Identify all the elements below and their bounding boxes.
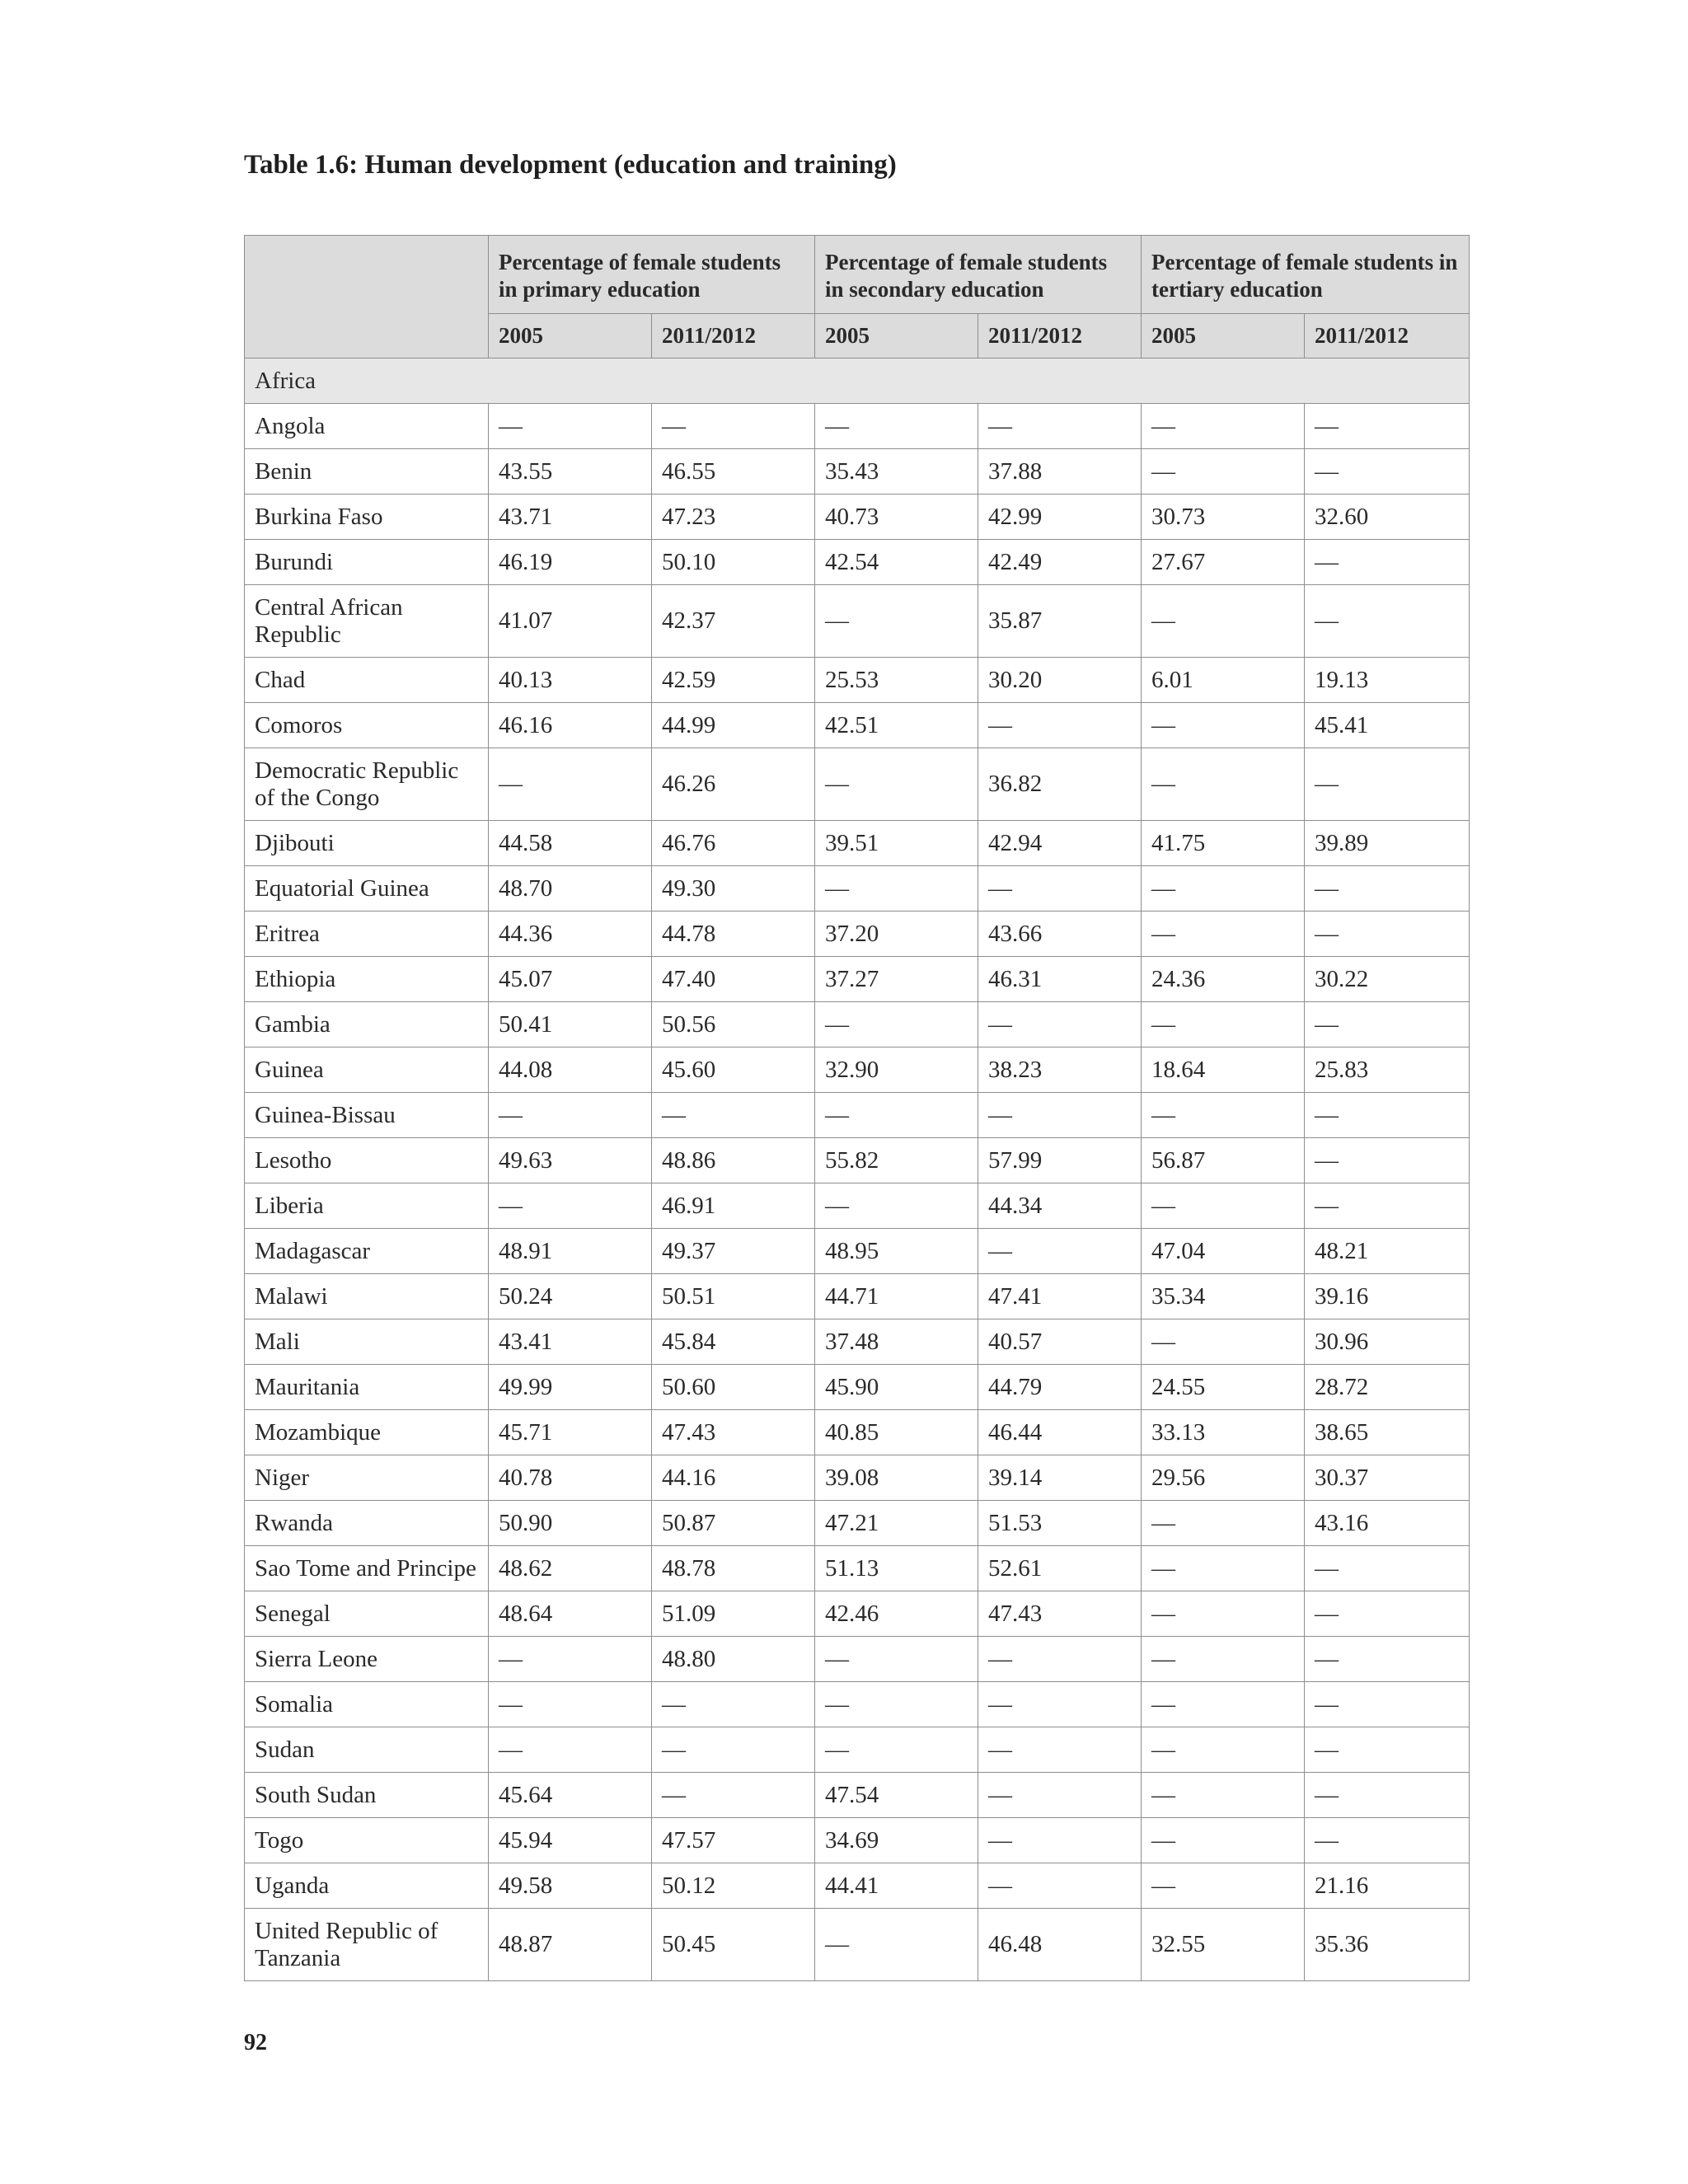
value-cell: — xyxy=(815,866,978,912)
country-cell: Senegal xyxy=(245,1591,489,1637)
value-cell: — xyxy=(489,1727,652,1773)
table-row xyxy=(245,1274,1470,1319)
value-cell: — xyxy=(489,1093,652,1138)
value-cell: 50.10 xyxy=(652,540,815,585)
value-cell: 25.83 xyxy=(1305,1047,1470,1093)
value-cell: — xyxy=(1305,912,1470,957)
country-cell: Democratic Republic of the Congo xyxy=(245,748,489,821)
value-cell: — xyxy=(1142,585,1305,658)
value-cell: — xyxy=(815,1682,978,1727)
value-cell: 48.80 xyxy=(652,1637,815,1682)
value-cell: — xyxy=(1305,1727,1470,1773)
value-cell: — xyxy=(1305,1682,1470,1727)
value-cell: 47.43 xyxy=(652,1410,815,1455)
table-row xyxy=(245,1727,1470,1773)
value-cell: 48.95 xyxy=(815,1229,978,1274)
value-cell: 41.75 xyxy=(1142,821,1305,866)
value-cell: 33.13 xyxy=(1142,1410,1305,1455)
country-cell: Eritrea xyxy=(245,912,489,957)
value-cell: 49.99 xyxy=(489,1365,652,1410)
value-cell: — xyxy=(978,1637,1142,1682)
value-cell: 30.22 xyxy=(1305,957,1470,1002)
value-cell: 47.23 xyxy=(652,494,815,540)
value-cell: 39.89 xyxy=(1305,821,1470,866)
value-cell: — xyxy=(489,748,652,821)
value-cell: 43.16 xyxy=(1305,1501,1470,1546)
table-row xyxy=(245,703,1470,748)
value-cell: 46.76 xyxy=(652,821,815,866)
value-cell: 35.34 xyxy=(1142,1274,1305,1319)
value-cell: — xyxy=(1305,1002,1470,1047)
value-cell: — xyxy=(1305,1183,1470,1229)
value-cell: — xyxy=(1305,1546,1470,1591)
country-cell: Uganda xyxy=(245,1863,489,1909)
value-cell: — xyxy=(489,1183,652,1229)
value-cell: 49.63 xyxy=(489,1138,652,1183)
value-cell: 39.14 xyxy=(978,1455,1142,1501)
table-row xyxy=(245,912,1470,957)
country-cell: Burkina Faso xyxy=(245,494,489,540)
value-cell: — xyxy=(1142,1183,1305,1229)
value-cell: 40.85 xyxy=(815,1410,978,1455)
value-cell: — xyxy=(815,748,978,821)
value-cell: 40.57 xyxy=(978,1319,1142,1365)
value-cell: 42.59 xyxy=(652,658,815,703)
table-row xyxy=(245,1637,1470,1682)
value-cell: 18.64 xyxy=(1142,1047,1305,1093)
value-cell: 48.86 xyxy=(652,1138,815,1183)
table-row xyxy=(245,404,1470,449)
table-row xyxy=(245,540,1470,585)
value-cell: — xyxy=(978,1002,1142,1047)
country-cell: Benin xyxy=(245,449,489,494)
year-header: 2005 xyxy=(815,314,978,359)
country-cell: Comoros xyxy=(245,703,489,748)
value-cell: 44.71 xyxy=(815,1274,978,1319)
value-cell: — xyxy=(1305,1591,1470,1637)
value-cell: 25.53 xyxy=(815,658,978,703)
value-cell: 40.13 xyxy=(489,658,652,703)
value-cell: — xyxy=(1142,1093,1305,1138)
value-cell: 50.87 xyxy=(652,1501,815,1546)
country-cell: Mozambique xyxy=(245,1410,489,1455)
value-cell: 50.24 xyxy=(489,1274,652,1319)
value-cell: 39.16 xyxy=(1305,1274,1470,1319)
country-cell: Mali xyxy=(245,1319,489,1365)
value-cell: 43.41 xyxy=(489,1319,652,1365)
value-cell: — xyxy=(1305,449,1470,494)
tertiary-education-header: Percentage of female students in tertiary education xyxy=(1142,236,1470,314)
table-row xyxy=(245,1229,1470,1274)
value-cell: — xyxy=(1142,1818,1305,1863)
value-cell: — xyxy=(815,1093,978,1138)
year-header: 2011/2012 xyxy=(1305,314,1470,359)
value-cell: — xyxy=(978,1727,1142,1773)
country-cell: Sao Tome and Principe xyxy=(245,1546,489,1591)
value-cell: 24.55 xyxy=(1142,1365,1305,1410)
value-cell: 47.43 xyxy=(978,1591,1142,1637)
value-cell: 44.58 xyxy=(489,821,652,866)
value-cell: 38.65 xyxy=(1305,1410,1470,1455)
value-cell: — xyxy=(1142,1319,1305,1365)
country-cell: South Sudan xyxy=(245,1773,489,1818)
table-row xyxy=(245,1818,1470,1863)
value-cell: — xyxy=(978,1682,1142,1727)
country-cell: Sierra Leone xyxy=(245,1637,489,1682)
value-cell: — xyxy=(652,1727,815,1773)
value-cell: 46.31 xyxy=(978,957,1142,1002)
table-row xyxy=(245,866,1470,912)
value-cell: — xyxy=(1142,1773,1305,1818)
country-cell: Togo xyxy=(245,1818,489,1863)
primary-education-header: Percentage of female students in primary education xyxy=(489,236,815,314)
value-cell: — xyxy=(978,1863,1142,1909)
value-cell: 35.87 xyxy=(978,585,1142,658)
value-cell: — xyxy=(1305,1818,1470,1863)
value-cell: — xyxy=(1305,866,1470,912)
table-row xyxy=(245,1909,1470,1981)
value-cell: 32.60 xyxy=(1305,494,1470,540)
year-header: 2005 xyxy=(489,314,652,359)
value-cell: 48.21 xyxy=(1305,1229,1470,1274)
value-cell: 50.12 xyxy=(652,1863,815,1909)
value-cell: 42.49 xyxy=(978,540,1142,585)
table-row xyxy=(245,1773,1470,1818)
table-row xyxy=(245,748,1470,821)
value-cell: — xyxy=(1142,703,1305,748)
value-cell: 45.84 xyxy=(652,1319,815,1365)
value-cell: 50.45 xyxy=(652,1909,815,1981)
country-cell: Niger xyxy=(245,1455,489,1501)
country-cell: Guinea xyxy=(245,1047,489,1093)
value-cell: — xyxy=(1142,748,1305,821)
year-header: 2011/2012 xyxy=(978,314,1142,359)
value-cell: 56.87 xyxy=(1142,1138,1305,1183)
value-cell: 50.60 xyxy=(652,1365,815,1410)
value-cell: — xyxy=(815,1183,978,1229)
table-row xyxy=(245,1410,1470,1455)
country-cell: Central African Republic xyxy=(245,585,489,658)
value-cell: 37.88 xyxy=(978,449,1142,494)
value-cell: — xyxy=(1142,1591,1305,1637)
table-row xyxy=(245,1501,1470,1546)
value-cell: 47.54 xyxy=(815,1773,978,1818)
value-cell: 27.67 xyxy=(1142,540,1305,585)
value-cell: 24.36 xyxy=(1142,957,1305,1002)
country-cell: Burundi xyxy=(245,540,489,585)
country-cell: Mauritania xyxy=(245,1365,489,1410)
value-cell: 50.56 xyxy=(652,1002,815,1047)
value-cell: 48.64 xyxy=(489,1591,652,1637)
value-cell: — xyxy=(1142,1863,1305,1909)
value-cell: 21.16 xyxy=(1305,1863,1470,1909)
table-row xyxy=(245,1138,1470,1183)
value-cell: — xyxy=(652,404,815,449)
value-cell: 37.27 xyxy=(815,957,978,1002)
value-cell: 37.20 xyxy=(815,912,978,957)
value-cell: 35.43 xyxy=(815,449,978,494)
value-cell: 57.99 xyxy=(978,1138,1142,1183)
table-row xyxy=(245,449,1470,494)
value-cell: 6.01 xyxy=(1142,658,1305,703)
country-cell: Equatorial Guinea xyxy=(245,866,489,912)
value-cell: — xyxy=(1305,1138,1470,1183)
table-row xyxy=(245,1183,1470,1229)
value-cell: 45.07 xyxy=(489,957,652,1002)
value-cell: — xyxy=(815,1727,978,1773)
value-cell: — xyxy=(1142,1501,1305,1546)
value-cell: 42.54 xyxy=(815,540,978,585)
value-cell: 50.51 xyxy=(652,1274,815,1319)
value-cell: 30.73 xyxy=(1142,494,1305,540)
value-cell: 47.57 xyxy=(652,1818,815,1863)
value-cell: 48.70 xyxy=(489,866,652,912)
country-header-cell xyxy=(245,236,489,359)
value-cell: 32.90 xyxy=(815,1047,978,1093)
value-cell: 42.46 xyxy=(815,1591,978,1637)
table-row xyxy=(245,1319,1470,1365)
value-cell: 42.99 xyxy=(978,494,1142,540)
value-cell: 28.72 xyxy=(1305,1365,1470,1410)
value-cell: 43.71 xyxy=(489,494,652,540)
value-cell: — xyxy=(1142,449,1305,494)
value-cell: 42.37 xyxy=(652,585,815,658)
country-cell: Guinea-Bissau xyxy=(245,1093,489,1138)
value-cell: 42.94 xyxy=(978,821,1142,866)
value-cell: 30.96 xyxy=(1305,1319,1470,1365)
value-cell: 39.08 xyxy=(815,1455,978,1501)
education-table xyxy=(244,235,1470,1981)
country-cell: Rwanda xyxy=(245,1501,489,1546)
value-cell: 37.48 xyxy=(815,1319,978,1365)
table-body xyxy=(245,359,1470,1981)
value-cell: 45.41 xyxy=(1305,703,1470,748)
value-cell: — xyxy=(1142,1002,1305,1047)
value-cell: 47.41 xyxy=(978,1274,1142,1319)
value-cell: 42.51 xyxy=(815,703,978,748)
value-cell: — xyxy=(489,1637,652,1682)
value-cell: 45.71 xyxy=(489,1410,652,1455)
value-cell: — xyxy=(1305,1773,1470,1818)
region-label: Africa xyxy=(245,359,1470,404)
value-cell: 49.30 xyxy=(652,866,815,912)
value-cell: 39.51 xyxy=(815,821,978,866)
value-cell: 32.55 xyxy=(1142,1909,1305,1981)
table-row xyxy=(245,821,1470,866)
value-cell: 44.79 xyxy=(978,1365,1142,1410)
value-cell: 45.90 xyxy=(815,1365,978,1410)
value-cell: 46.16 xyxy=(489,703,652,748)
value-cell: 34.69 xyxy=(815,1818,978,1863)
value-cell: — xyxy=(815,404,978,449)
table-row xyxy=(245,658,1470,703)
value-cell: — xyxy=(1305,540,1470,585)
value-cell: 19.13 xyxy=(1305,658,1470,703)
value-cell: — xyxy=(1305,404,1470,449)
value-cell: 44.41 xyxy=(815,1863,978,1909)
value-cell: 51.53 xyxy=(978,1501,1142,1546)
value-cell: — xyxy=(978,404,1142,449)
value-cell: 49.58 xyxy=(489,1863,652,1909)
value-cell: 48.87 xyxy=(489,1909,652,1981)
value-cell: 46.91 xyxy=(652,1183,815,1229)
table-row xyxy=(245,494,1470,540)
value-cell: — xyxy=(978,1229,1142,1274)
value-cell: 44.78 xyxy=(652,912,815,957)
year-header: 2011/2012 xyxy=(652,314,815,359)
value-cell: — xyxy=(1142,1682,1305,1727)
value-cell: — xyxy=(652,1682,815,1727)
value-cell: — xyxy=(1305,1637,1470,1682)
value-cell: 29.56 xyxy=(1142,1455,1305,1501)
country-cell: Malawi xyxy=(245,1274,489,1319)
value-cell: 51.09 xyxy=(652,1591,815,1637)
value-cell: — xyxy=(815,1637,978,1682)
country-cell: Djibouti xyxy=(245,821,489,866)
country-cell: Gambia xyxy=(245,1002,489,1047)
value-cell: 44.36 xyxy=(489,912,652,957)
value-cell: 35.36 xyxy=(1305,1909,1470,1981)
value-cell: 51.13 xyxy=(815,1546,978,1591)
value-cell: — xyxy=(1142,404,1305,449)
country-cell: United Republic of Tanzania xyxy=(245,1909,489,1981)
value-cell: — xyxy=(1142,1637,1305,1682)
page-title: Table 1.6: Human development (education and training) xyxy=(244,150,897,180)
value-cell: — xyxy=(1305,748,1470,821)
value-cell: — xyxy=(652,1093,815,1138)
value-cell: 38.23 xyxy=(978,1047,1142,1093)
country-cell: Lesotho xyxy=(245,1138,489,1183)
table-row xyxy=(245,1682,1470,1727)
value-cell: — xyxy=(652,1773,815,1818)
value-cell: 46.26 xyxy=(652,748,815,821)
value-cell: 46.19 xyxy=(489,540,652,585)
table-row xyxy=(245,957,1470,1002)
value-cell: 30.20 xyxy=(978,658,1142,703)
value-cell: 50.90 xyxy=(489,1501,652,1546)
value-cell: — xyxy=(1305,1093,1470,1138)
value-cell: — xyxy=(489,404,652,449)
value-cell: 44.99 xyxy=(652,703,815,748)
value-cell: 46.55 xyxy=(652,449,815,494)
country-cell: Madagascar xyxy=(245,1229,489,1274)
value-cell: 48.91 xyxy=(489,1229,652,1274)
value-cell: 44.08 xyxy=(489,1047,652,1093)
value-cell: 47.04 xyxy=(1142,1229,1305,1274)
value-cell: — xyxy=(1142,912,1305,957)
value-cell: 46.48 xyxy=(978,1909,1142,1981)
value-cell: — xyxy=(815,1002,978,1047)
year-header: 2005 xyxy=(1142,314,1305,359)
value-cell: 50.41 xyxy=(489,1002,652,1047)
table-row xyxy=(245,1047,1470,1093)
value-cell: — xyxy=(815,585,978,658)
value-cell: 36.82 xyxy=(978,748,1142,821)
table-row xyxy=(245,1546,1470,1591)
table-row xyxy=(245,1591,1470,1637)
table-row xyxy=(245,1093,1470,1138)
secondary-education-header: Percentage of female students in secondary education xyxy=(815,236,1142,314)
value-cell: 48.78 xyxy=(652,1546,815,1591)
table-row xyxy=(245,585,1470,658)
value-cell: 49.37 xyxy=(652,1229,815,1274)
value-cell: 43.55 xyxy=(489,449,652,494)
value-cell: — xyxy=(978,1093,1142,1138)
value-cell: 45.60 xyxy=(652,1047,815,1093)
region-row xyxy=(245,359,1470,404)
country-cell: Angola xyxy=(245,404,489,449)
value-cell: 47.40 xyxy=(652,957,815,1002)
value-cell: 43.66 xyxy=(978,912,1142,957)
country-cell: Liberia xyxy=(245,1183,489,1229)
value-cell: 41.07 xyxy=(489,585,652,658)
table-row xyxy=(245,1002,1470,1047)
value-cell: — xyxy=(1305,585,1470,658)
value-cell: 55.82 xyxy=(815,1138,978,1183)
value-cell: 40.73 xyxy=(815,494,978,540)
value-cell: — xyxy=(978,1818,1142,1863)
table-row xyxy=(245,1863,1470,1909)
value-cell: 46.44 xyxy=(978,1410,1142,1455)
value-cell: — xyxy=(815,1909,978,1981)
value-cell: 47.21 xyxy=(815,1501,978,1546)
value-cell: 44.34 xyxy=(978,1183,1142,1229)
value-cell: — xyxy=(1142,866,1305,912)
value-cell: — xyxy=(978,866,1142,912)
value-cell: 45.64 xyxy=(489,1773,652,1818)
value-cell: 40.78 xyxy=(489,1455,652,1501)
value-cell: 44.16 xyxy=(652,1455,815,1501)
value-cell: 48.62 xyxy=(489,1546,652,1591)
value-cell: — xyxy=(489,1682,652,1727)
country-cell: Ethiopia xyxy=(245,957,489,1002)
value-cell: — xyxy=(978,1773,1142,1818)
country-cell: Chad xyxy=(245,658,489,703)
value-cell: 52.61 xyxy=(978,1546,1142,1591)
value-cell: — xyxy=(1142,1727,1305,1773)
column-group-row xyxy=(245,236,1470,314)
value-cell: 30.37 xyxy=(1305,1455,1470,1501)
table-row xyxy=(245,1365,1470,1410)
page-number: 92 xyxy=(244,2030,267,2055)
country-cell: Sudan xyxy=(245,1727,489,1773)
table-row xyxy=(245,1455,1470,1501)
country-cell: Somalia xyxy=(245,1682,489,1727)
value-cell: 45.94 xyxy=(489,1818,652,1863)
value-cell: — xyxy=(1142,1546,1305,1591)
table-header xyxy=(245,236,1470,359)
value-cell: — xyxy=(978,703,1142,748)
